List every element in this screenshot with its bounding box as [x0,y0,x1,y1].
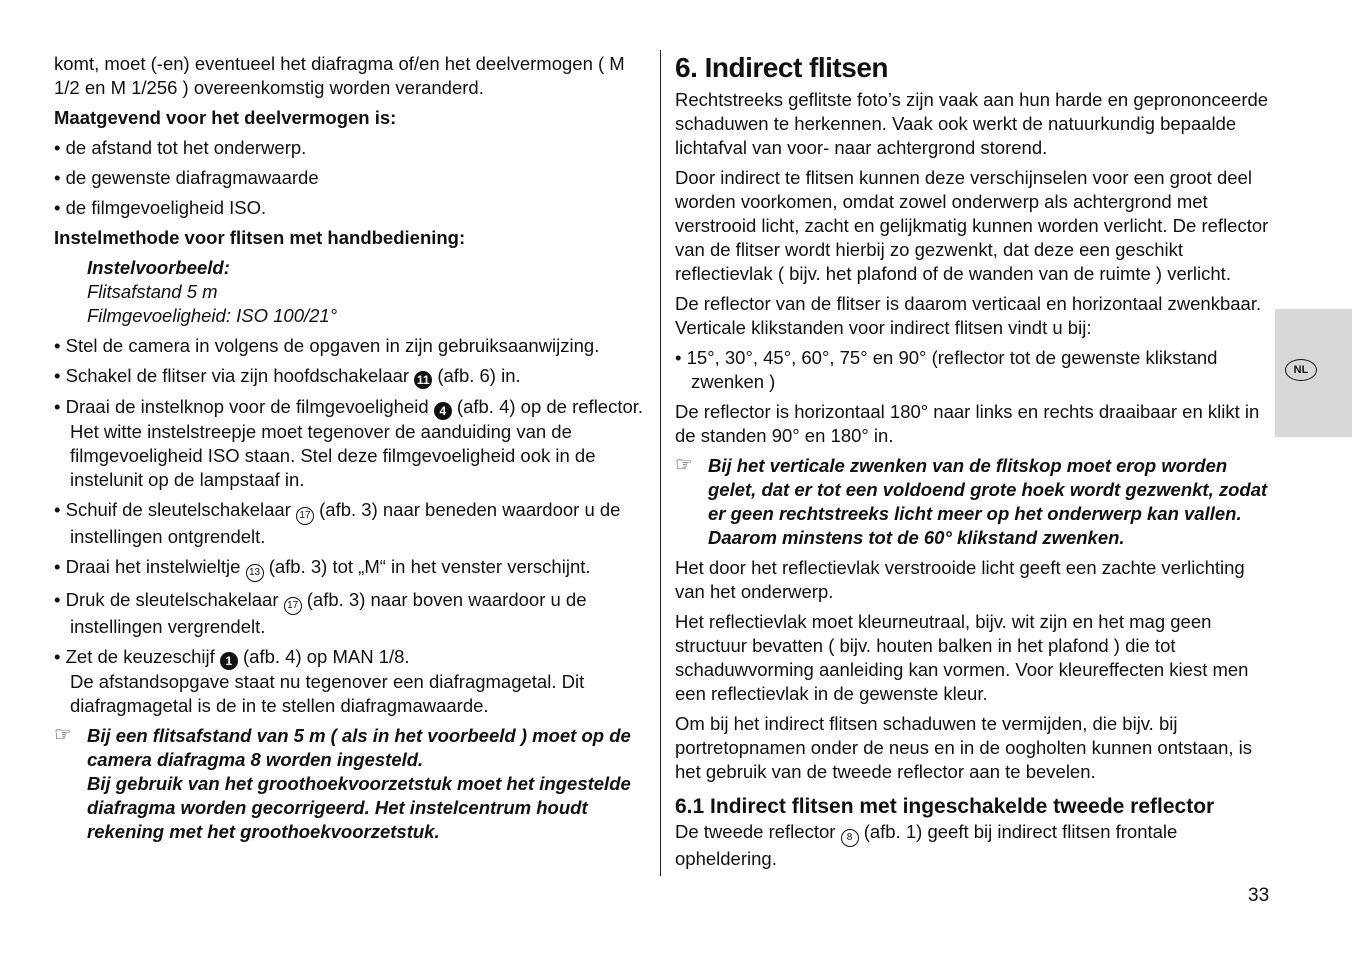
note-block [675,454,1275,550]
paragraph: Om bij het indirect flitsen schaduwen te vermijden, die bijv. bij portretopnamen onder de neus en in de oogholten kunnen ontstaan, is het gebruik van de tweede reflector aan te bevelen. [675,713,1253,782]
example-line: Filmgevoeligheid: ISO 100/21° [87,305,338,326]
section-title: 6. Indirect flitsen [675,52,888,83]
page-number: 33 [1248,885,1270,906]
example-block [87,256,654,328]
list-item: • Druk de sleutelschakelaar 17 (afb. 3) naar boven waardoor u de instellingen vergrendelt. [54,589,587,637]
right-column [675,52,1275,871]
column-divider [660,50,661,876]
list-item: • Schakel de flitser via zijn hoofdschakelaar 11 (afb. 6) in. [54,365,521,387]
example-title: Instelvoorbeeld: [87,257,230,278]
list-item: • Schuif de sleutelschakelaar 17 (afb. 3) naar beneden waardoor u de instellingen ontgrendelt. [54,499,621,547]
list-item-continuation: De afstandsopgave staat nu tegenover een diafragmagetal. Dit diafragmagetal is de in te stellen diafragmawaarde. [70,671,585,716]
left-column [54,52,654,844]
language-tab [1275,309,1352,437]
callout-number: 17 [284,597,302,615]
callout-number: 4 [434,402,452,420]
paragraph: Door indirect te flitsen kunnen deze verschijnselen voor een groot deel worden voorkomen, omdat zowel onderwerp als achtergrond met verstrooid licht, zacht en gelijkmatig kunnen worden verlicht. De reflector van de flitser wordt hierbij zo gezwenkt, dat deze een geschikt reflectievlak ( bijv. het plafond of de wanden van de ruimte ) verlicht. [675,167,1269,284]
paragraph: De reflector is horizontaal 180° naar links en rechts draaibaar en klikt in de standen 90° en 180° in. [675,401,1260,446]
callout-number: 8 [841,829,859,847]
heading-instelmethode: Instelmethode voor flitsen met handbediening: [54,227,466,248]
intro-paragraph: komt, moet (-en) eventueel het diafragma of/en het deelvermogen ( M 1/2 en M 1/256 ) overeenkomstig worden veranderd. [54,53,625,98]
heading-deelvermogen: Maatgevend voor het deelvermogen is: [54,107,397,128]
note-text: Bij een flitsafstand van 5 m ( als in het voorbeeld ) moet op de camera diafragma 8 worden ingesteld. [87,725,631,770]
paragraph: Rechtstreeks geflitste foto’s zijn vaak aan hun harde en geprononceerde schaduwen te herkennen. Vaak ook werkt de natuurkundig bepaalde lichtafval van voor- naar achtergrond storend. [675,89,1269,158]
callout-number: 11 [414,371,432,389]
subsection-title: 6.1 Indirect flitsen met ingeschakelde tweede reflector [675,795,1215,818]
callout-number: 1 [220,652,238,670]
example-line: Flitsafstand 5 m [87,281,218,302]
callout-number: 17 [296,507,314,525]
callout-number: 13 [246,564,264,582]
list-item: • Draai het instelwieltje 13 (afb. 3) tot „M“ in het venster verschijnt. [54,555,654,582]
list-item: • Zet de keuzeschijf 1 (afb. 4) op MAN 1/8. [54,646,410,668]
list-item: • de afstand tot het onderwerp. [54,137,307,158]
paragraph: Het reflectievlak moet kleurneutraal, bijv. wit zijn en het mag geen structuur bevatten ( bijv. houten balken in het plafond ) die tot schaduwvorming aanleiding kan vormen. Voor kleureffecten kiest men een reflectievlak in de gewenste kleur. [675,611,1249,704]
list-item: • Stel de camera in volgens de opgaven in zijn gebruiksaanwijzing. [54,335,600,356]
note-text: Bij gebruik van het groothoekvoorzetstuk moet het ingestelde diafragma worden gecorrigeerd. Het instelcentrum houdt rekening met het groothoekvoorzetstuk. [87,773,631,842]
list-item: • de gewenste diafragmawaarde [54,167,319,188]
list-item: • de filmgevoeligheid ISO. [54,197,267,218]
pointing-hand-icon: ☞ [54,724,72,746]
note-block [54,724,654,844]
pointing-hand-icon: ☞ [675,454,693,476]
paragraph: De tweede reflector 8 (afb. 1) geeft bij indirect flitsen frontale opheldering. [675,821,1178,869]
note-text: Bij het verticale zwenken van de flitskop moet erop worden gelet, dat er tot een voldoend grote hoek wordt gezwenkt, zodat er geen rechtstreeks licht meer op het onderwerp kan vallen. Daarom minstens tot de 60° klikstand zwenken. [708,455,1268,548]
language-badge: NL [1285,359,1317,381]
paragraph: De reflector van de flitser is daarom verticaal en horizontaal zwenkbaar. Verticale klikstanden voor indirect flitsen vindt u bij: [675,293,1262,338]
paragraph: Het door het reflectievlak verstrooide licht geeft een zachte verlichting van het onderwerp. [675,557,1245,602]
list-item: • 15°, 30°, 45°, 60°, 75° en 90° (reflector tot de gewenste klikstand zwenken ) [675,347,1218,392]
list-item: • Draai de instelknop voor de filmgevoeligheid 4 (afb. 4) op de reflector. Het witte instelstreepje moet tegenover de aanduiding van de filmgevoeligheid ISO staan. Stel deze filmgevoeligheid ook in de instelunit op de lampstaaf in. [54,396,644,490]
